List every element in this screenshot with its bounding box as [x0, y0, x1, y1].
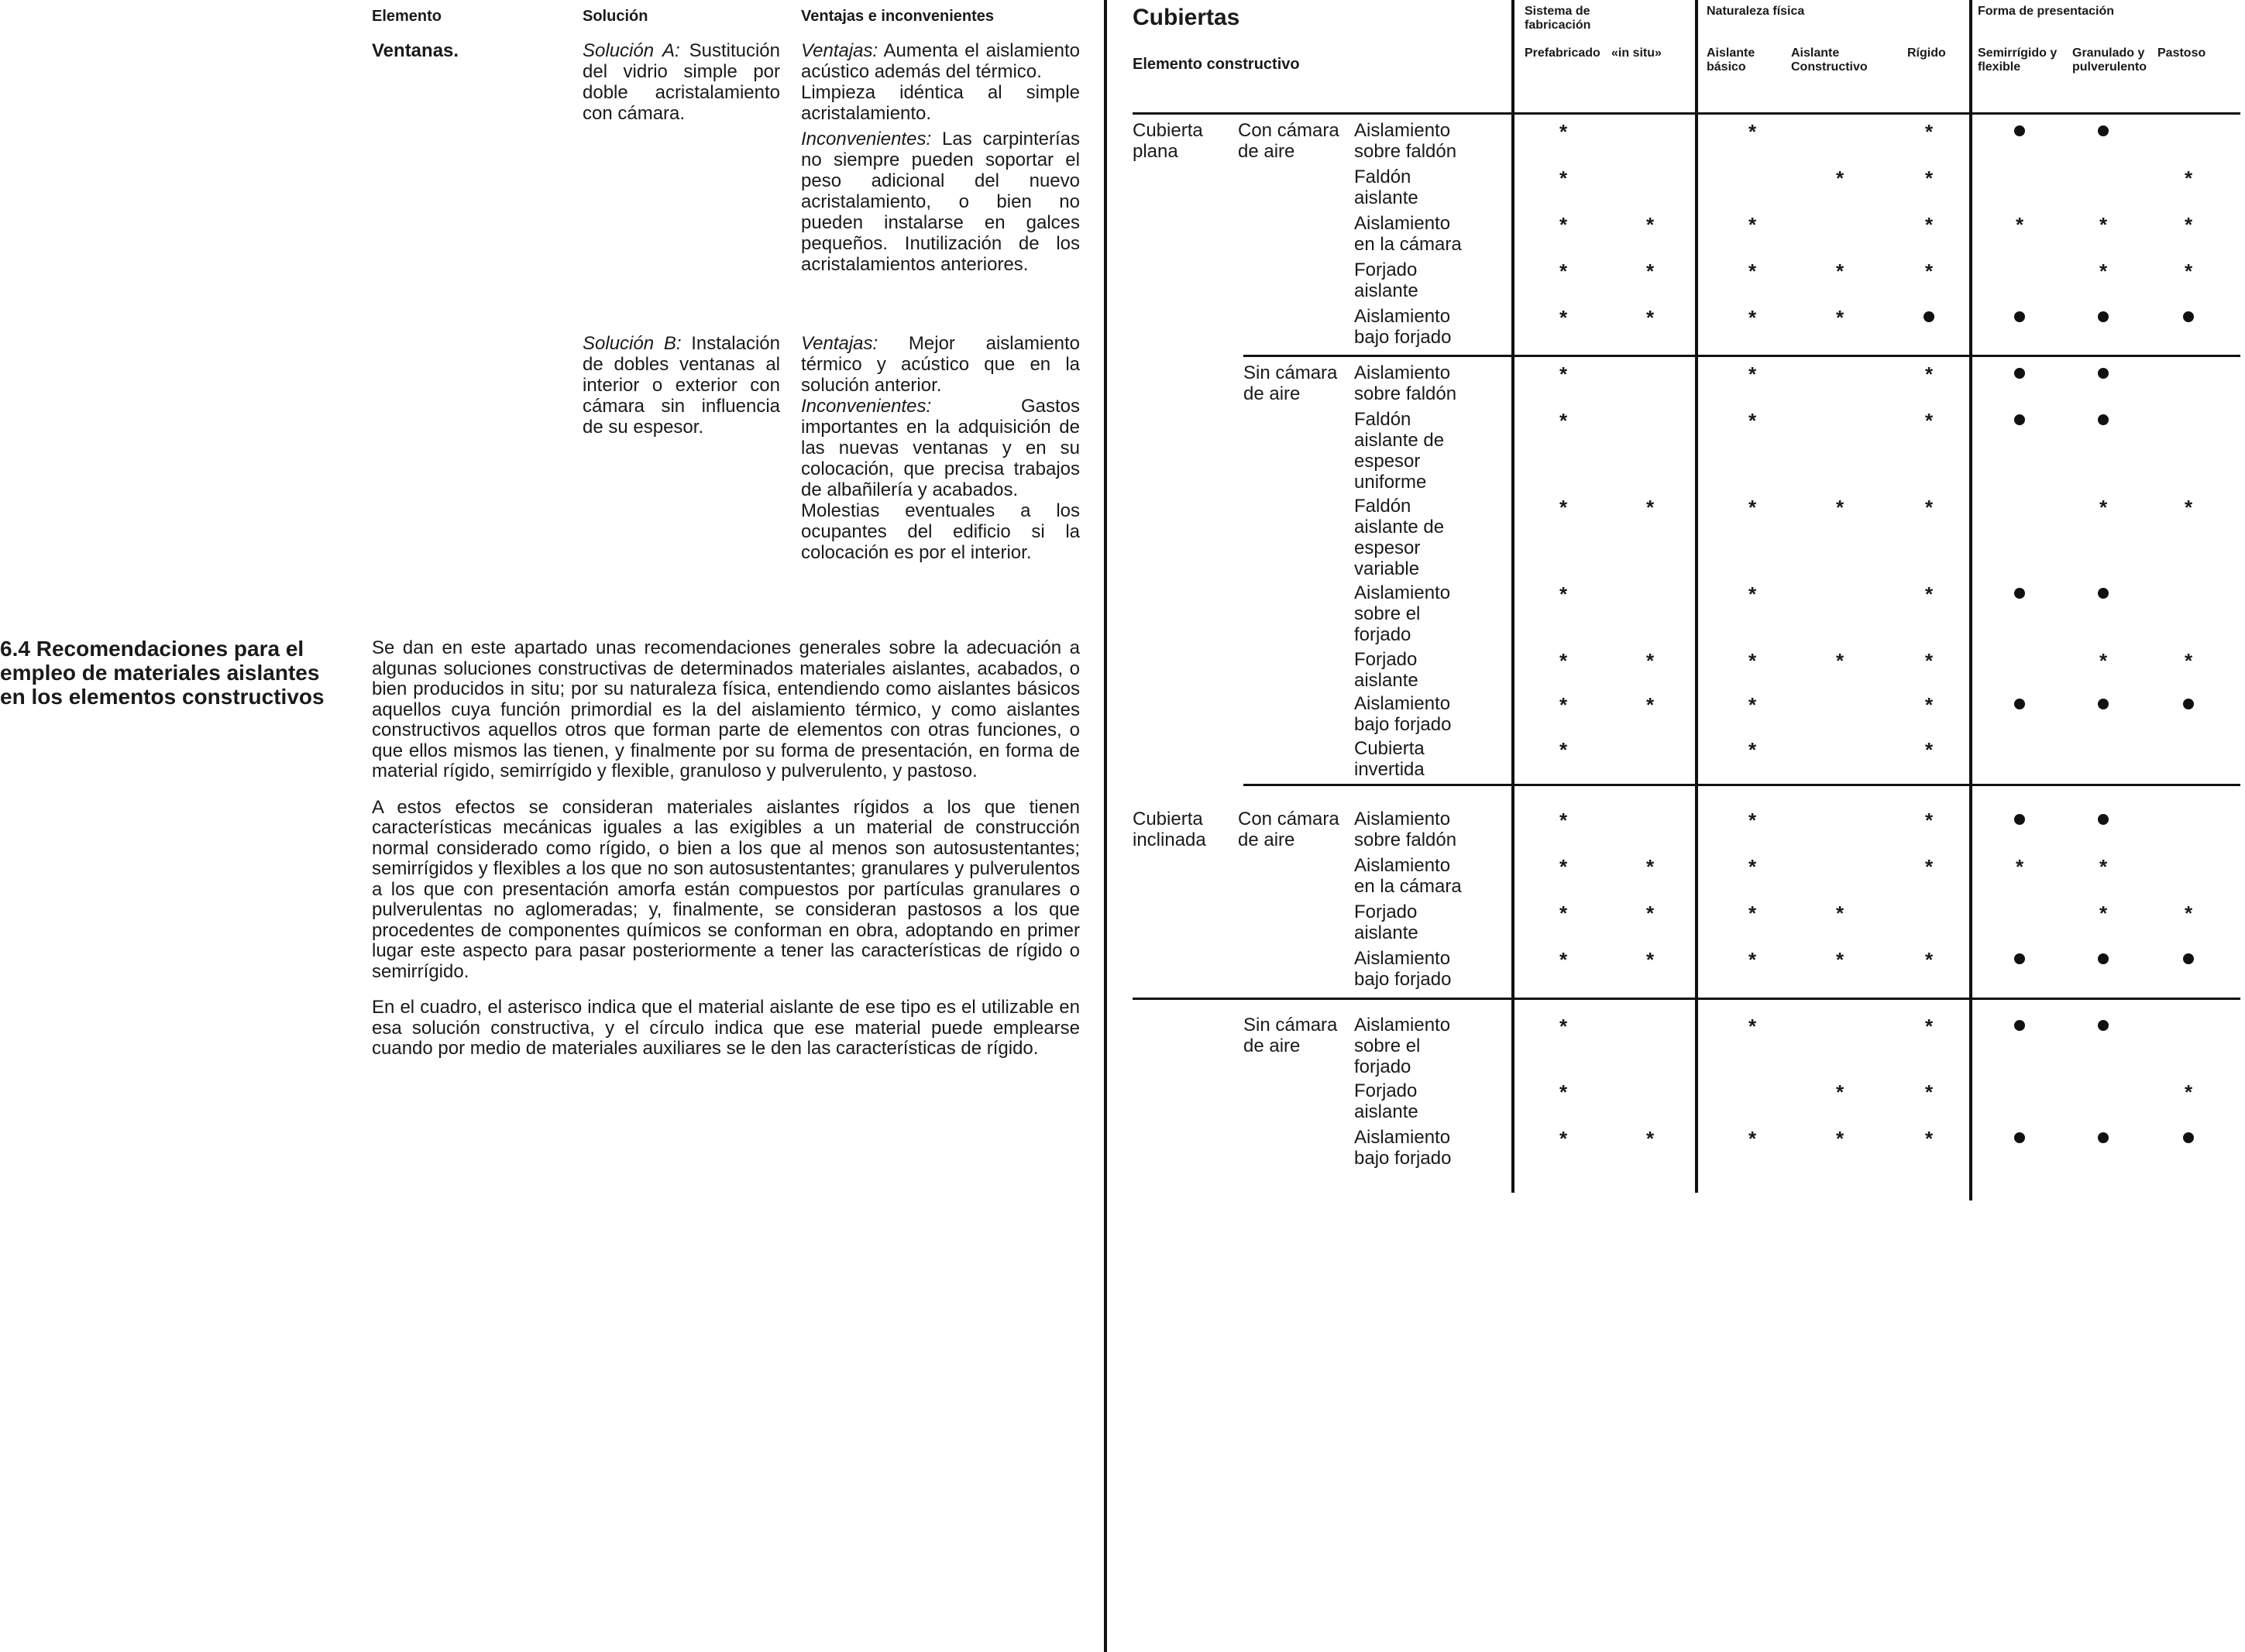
asterisk-mark: *: [1748, 855, 1757, 878]
circle-mark: [2014, 699, 2025, 709]
group-naturaleza: Naturaleza física: [1707, 5, 1805, 18]
row-label: Aislamiento sobre faldón: [1354, 120, 1457, 162]
asterisk-mark: *: [1645, 693, 1655, 716]
asterisk-mark: *: [1559, 167, 1568, 190]
asterisk-mark: *: [1559, 306, 1568, 329]
col-aislante-basico: Aislante básico: [1707, 46, 1755, 74]
circle-mark: [2183, 311, 2194, 322]
asterisk-mark: *: [1924, 409, 1934, 432]
asterisk-mark: *: [2099, 902, 2108, 925]
asterisk-mark: *: [2184, 902, 2193, 925]
sub-inclinada-sin-camara: Sin cámara de aire: [1243, 1015, 1338, 1056]
circle-mark: [2098, 125, 2109, 136]
section-paragraph-3: En el cuadro, el asterisco indica que el material aislante de ese tipo es el utilizable en esa solución constructiva, y el círculo indica que ese material puede emplearse cuando por medio de materiales auxiliares se le den las características de rígido.: [372, 997, 1080, 1059]
asterisk-mark: *: [1748, 948, 1757, 971]
row-label: Forjado aislante: [1354, 649, 1418, 691]
circle-mark: [1924, 311, 1934, 322]
asterisk-mark: *: [1924, 1127, 1934, 1150]
asterisk-mark: *: [1748, 1127, 1757, 1150]
asterisk-mark: *: [1559, 120, 1568, 143]
asterisk-mark: *: [1748, 738, 1757, 761]
circle-mark: [2098, 1020, 2109, 1031]
col-prefabricado: Prefabricado: [1525, 46, 1600, 60]
category-cubierta-plana: Cubierta plana: [1133, 120, 1203, 162]
asterisk-mark: *: [1559, 738, 1568, 761]
asterisk-mark: *: [1748, 693, 1757, 716]
row-label: Faldón aislante: [1354, 167, 1418, 208]
solution-a-ventajas-text: Aumenta el aislamiento acústico además del térmico.: [801, 40, 1080, 82]
circle-mark: [2014, 368, 2025, 379]
col-granulado: Granulado y pulverulento: [2072, 46, 2147, 74]
solution-a: [583, 40, 780, 124]
solution-b-pros-cons: [801, 333, 1080, 563]
circle-mark: [2014, 1020, 2025, 1031]
asterisk-mark: *: [1924, 1015, 1934, 1038]
asterisk-mark: *: [1748, 809, 1757, 832]
section-heading: [0, 637, 333, 709]
asterisk-mark: *: [2099, 259, 2108, 283]
asterisk-mark: *: [1748, 496, 1757, 519]
circle-mark: [2098, 699, 2109, 709]
asterisk-mark: *: [1748, 362, 1757, 386]
asterisk-mark: *: [1924, 120, 1934, 143]
sub-inclinada-con-camara: Con cámara de aire: [1238, 809, 1339, 850]
circle-mark: [2098, 368, 2109, 379]
asterisk-mark: *: [1748, 902, 1757, 925]
elemento-value: Ventanas.: [372, 40, 459, 61]
asterisk-mark: *: [2184, 259, 2193, 283]
asterisk-mark: *: [1924, 809, 1934, 832]
asterisk-mark: *: [1924, 362, 1934, 386]
asterisk-mark: *: [1645, 649, 1655, 672]
row-label: Aislamiento bajo forjado: [1354, 306, 1452, 348]
asterisk-mark: *: [1924, 213, 1934, 236]
asterisk-mark: *: [2184, 496, 2193, 519]
section-paragraph-2: A estos efectos se consideran materiales aislantes rígidos a los que tienen características mecánicas iguales a las exigibles a un material de construcción normal considerado como rígido, o bien a los que al menos son autosustentantes; semirrígidos y flexibles a los que no son autosustentantes; granulares y pulverulentos a los que con presentación amorfa están compuestos por partículas granulares o pulverulentas no aglomeradas; y, finalmente, se consideran pastosos a los que procedentes de componentes químicos se conforman en obra, adoptando en primer lugar este aspecto para pasar posteriormente a tener las características de rígido o semirrígido.: [372, 796, 1080, 982]
asterisk-mark: *: [2015, 855, 2024, 878]
asterisk-mark: *: [1559, 948, 1568, 971]
section-title: Recomendaciones para el empleo de materiales aislantes en los elementos constructivos: [0, 637, 325, 709]
page-divider: [1104, 0, 1107, 1652]
header-ventajas: Ventajas e inconvenientes: [801, 8, 994, 25]
asterisk-mark: *: [2099, 855, 2108, 878]
circle-mark: [2014, 953, 2025, 964]
asterisk-mark: *: [1748, 120, 1757, 143]
row-label: Faldón aislante de espesor variable: [1354, 496, 1445, 579]
asterisk-mark: *: [1559, 496, 1568, 519]
circle-mark: [2183, 699, 2194, 709]
asterisk-mark: *: [1645, 902, 1655, 925]
sub-plana-sin-camara: Sin cámara de aire: [1243, 362, 1338, 404]
asterisk-mark: *: [1924, 496, 1934, 519]
circle-mark: [2014, 588, 2025, 599]
asterisk-mark: *: [1559, 649, 1568, 672]
circle-mark: [2014, 814, 2025, 825]
asterisk-mark: *: [2184, 1080, 2193, 1104]
asterisk-mark: *: [1924, 649, 1934, 672]
asterisk-mark: *: [1559, 259, 1568, 283]
asterisk-mark: *: [1748, 306, 1757, 329]
row-label: Aislamiento sobre faldón: [1354, 809, 1457, 850]
table-title: Cubiertas: [1133, 5, 1240, 30]
asterisk-mark: *: [2015, 213, 2024, 236]
asterisk-mark: *: [1559, 1080, 1568, 1104]
row-label: Forjado aislante: [1354, 902, 1418, 943]
separator-naturaleza: [1695, 0, 1698, 1193]
col-aislante-constructivo: Aislante Constructivo: [1791, 46, 1868, 74]
asterisk-mark: *: [1559, 1127, 1568, 1150]
row-label: Aislamiento sobre faldón: [1354, 362, 1457, 404]
asterisk-mark: *: [1559, 809, 1568, 832]
asterisk-mark: *: [2184, 213, 2193, 236]
asterisk-mark: *: [1924, 259, 1934, 283]
asterisk-mark: *: [1748, 409, 1757, 432]
group-sistema: Sistema de fabricación: [1525, 5, 1591, 32]
table-subtitle: Elemento constructivo: [1133, 56, 1300, 73]
asterisk-mark: *: [1748, 1015, 1757, 1038]
asterisk-mark: *: [1924, 948, 1934, 971]
circle-mark: [2098, 1132, 2109, 1143]
circle-mark: [2098, 814, 2109, 825]
asterisk-mark: *: [1924, 167, 1934, 190]
asterisk-mark: *: [1748, 213, 1757, 236]
section-paragraph-1: Se dan en este apartado unas recomendaciones generales sobre la adecuación a algunas soluciones constructivas de determinados materiales aislantes, acabados, o bien producidos in situ; por su naturaleza física, entendiendo como aislantes básicos aquellos cuya función primordial es la del aislamiento térmico, y como aislantes constructivos aquellos otros que forman parte de elementos con otras funciones, o que ellos mismos las tienen, y finalmente por su forma de presentación, en forma de material rígido, semirrígido y flexible, granuloso y pulverulento, y pastoso.: [372, 637, 1080, 781]
circle-mark: [2098, 588, 2109, 599]
row-label: Aislamiento sobre el forjado: [1354, 582, 1451, 645]
asterisk-mark: *: [1835, 259, 1844, 283]
solution-a-inconvenientes-text: Las carpinterías no siempre pueden soportar el peso adicional del nuevo acristalamiento, o bien no pueden instalarse en galces pequeños. Inutilización de los acristalamientos anteriores.: [801, 129, 1080, 275]
group-forma: Forma de presentación: [1978, 5, 2115, 18]
circle-mark: [2014, 311, 2025, 322]
row-label: Forjado aislante: [1354, 259, 1418, 301]
solution-a-ventajas-text2: Limpieza idéntica al simple acristalamiento.: [801, 82, 1080, 124]
col-rigido: Rígido: [1907, 46, 1946, 60]
circle-mark: [2098, 414, 2109, 425]
circle-mark: [2014, 414, 2025, 425]
solution-b-inconvenientes-text: Gastos importantes en la adquisición de las nuevas ventanas y en su colocación, que precisa trabajos de albañilería y acabados.: [801, 396, 1080, 500]
row-label: Faldón aislante de espesor uniforme: [1354, 409, 1445, 493]
asterisk-mark: *: [1835, 1127, 1844, 1150]
solution-a-ventajas-label: Ventajas:: [801, 40, 878, 61]
solution-b-inconvenientes-text2: Molestias eventuales a los ocupantes del edificio si la colocación es por el interior.: [801, 500, 1080, 563]
col-pastoso: Pastoso: [2157, 46, 2206, 60]
asterisk-mark: *: [1835, 948, 1844, 971]
separator-forma: [1969, 0, 1972, 1200]
row-label: Aislamiento sobre el forjado: [1354, 1015, 1451, 1077]
solution-b-ventajas-label: Ventajas:: [801, 333, 878, 354]
rule-inclinada: [1243, 784, 2240, 786]
solution-b-inconvenientes-label: Inconvenientes:: [801, 396, 932, 417]
asterisk-mark: *: [1924, 855, 1934, 878]
rule-inclinada-sin: [1133, 998, 2240, 1000]
asterisk-mark: *: [2099, 649, 2108, 672]
asterisk-mark: *: [1645, 213, 1655, 236]
asterisk-mark: *: [2099, 213, 2108, 236]
asterisk-mark: *: [1559, 902, 1568, 925]
row-label: Aislamiento bajo forjado: [1354, 1127, 1452, 1169]
circle-mark: [2183, 953, 2194, 964]
asterisk-mark: *: [1924, 738, 1934, 761]
asterisk-mark: *: [1559, 213, 1568, 236]
sub-plana-con-camara: Con cámara de aire: [1238, 120, 1339, 162]
asterisk-mark: *: [1645, 306, 1655, 329]
circle-mark: [2014, 1132, 2025, 1143]
circle-mark: [2098, 953, 2109, 964]
col-in-situ: «in situ»: [1611, 46, 1662, 60]
section-body: [372, 638, 1080, 1075]
row-label: Aislamiento en la cámara: [1354, 855, 1462, 897]
asterisk-mark: *: [1559, 855, 1568, 878]
separator-sistema: [1511, 0, 1514, 1193]
row-label: Forjado aislante: [1354, 1080, 1418, 1122]
circle-mark: [2014, 125, 2025, 136]
asterisk-mark: *: [1559, 582, 1568, 606]
asterisk-mark: *: [1924, 1080, 1934, 1104]
asterisk-mark: *: [1924, 693, 1934, 716]
asterisk-mark: *: [2099, 496, 2108, 519]
asterisk-mark: *: [1748, 582, 1757, 606]
solution-a-pros-cons: [801, 40, 1080, 275]
asterisk-mark: *: [1645, 855, 1655, 878]
asterisk-mark: *: [1748, 259, 1757, 283]
rule-plana-sin: [1243, 355, 2240, 357]
circle-mark: [2098, 311, 2109, 322]
header-rule: [1133, 112, 2240, 115]
asterisk-mark: *: [1835, 167, 1844, 190]
asterisk-mark: *: [1645, 1127, 1655, 1150]
col-semirrigido: Semirrígido y flexible: [1978, 46, 2058, 74]
row-label: Aislamiento en la cámara: [1354, 213, 1462, 255]
asterisk-mark: *: [1559, 362, 1568, 386]
asterisk-mark: *: [2184, 649, 2193, 672]
row-label: Cubierta invertida: [1354, 738, 1425, 780]
solution-a-text: Sustitución del vidrio simple por doble acristalamiento con cámara.: [583, 40, 780, 124]
asterisk-mark: *: [1924, 582, 1934, 606]
solution-b-text: Instalación de dobles ventanas al interior o exterior con cámara sin influencia de su espesor.: [583, 333, 781, 438]
asterisk-mark: *: [1835, 306, 1844, 329]
solution-b-ventajas-text: Mejor aislamiento térmico y acústico que en la solución anterior.: [801, 333, 1080, 396]
row-label: Aislamiento bajo forjado: [1354, 693, 1452, 735]
solution-a-inconvenientes-label: Inconvenientes:: [801, 129, 932, 149]
asterisk-mark: *: [1835, 902, 1844, 925]
asterisk-mark: *: [1835, 496, 1844, 519]
asterisk-mark: *: [1645, 496, 1655, 519]
header-elemento: Elemento: [372, 8, 442, 25]
asterisk-mark: *: [1559, 693, 1568, 716]
circle-mark: [2183, 1132, 2194, 1143]
asterisk-mark: *: [1748, 649, 1757, 672]
asterisk-mark: *: [2184, 167, 2193, 190]
header-solucion: Solución: [583, 8, 648, 25]
solution-b: [583, 333, 780, 438]
section-number: 6.4: [0, 637, 30, 661]
asterisk-mark: *: [1559, 409, 1568, 432]
asterisk-mark: *: [1645, 259, 1655, 283]
row-label: Aislamiento bajo forjado: [1354, 948, 1452, 990]
solution-a-label: Solución A:: [583, 40, 680, 61]
asterisk-mark: *: [1559, 1015, 1568, 1038]
solution-b-label: Solución B:: [583, 333, 682, 354]
asterisk-mark: *: [1835, 649, 1844, 672]
asterisk-mark: *: [1645, 948, 1655, 971]
category-cubierta-inclinada: Cubierta inclinada: [1133, 809, 1206, 850]
asterisk-mark: *: [1835, 1080, 1844, 1104]
